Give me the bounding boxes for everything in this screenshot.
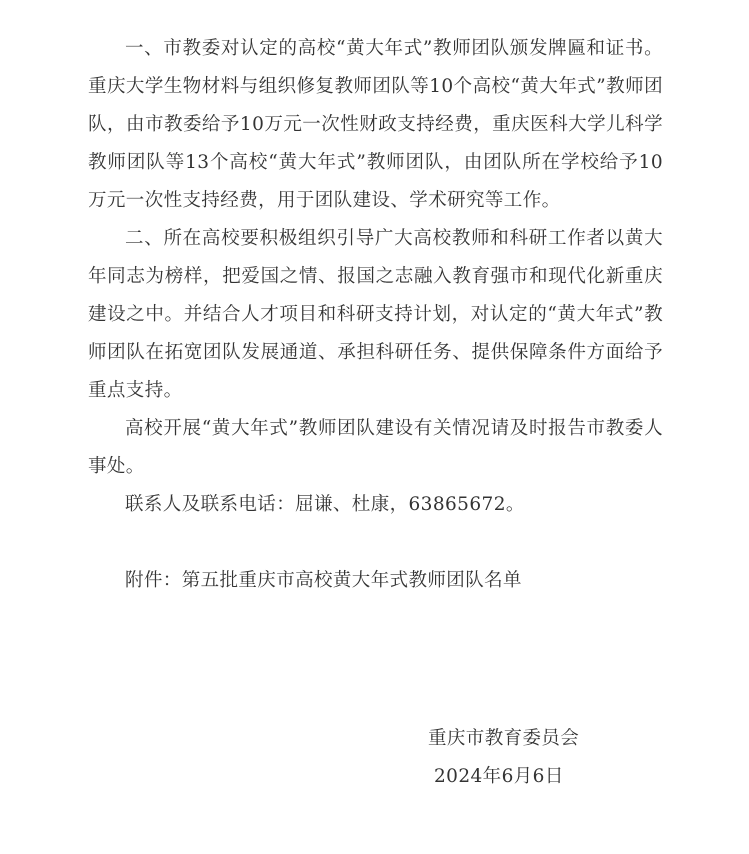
paragraph-contact-info: 联系人及联系电话：屈谦、杜康，63865672。 <box>125 494 525 515</box>
signature-block <box>420 720 620 796</box>
signature-organization: 重庆市教育委员会 <box>428 728 580 749</box>
paragraph-item-one: 一、市教委对认定的高校“黄大年式”教师团队颁发牌匾和证书。重庆大学生物材料与组织修复教师团队等10个高校“黄大年式”教师团队，由市教委给予10万元一次性财政支持经费，重庆医科大学儿科学教师团队等13个高校“黄大年式”教师团队，由团队所在学校给予10万元一次性支持经费，用于团队建设、学术研究等工作。 <box>88 38 663 211</box>
attachment-line: 附件：第五批重庆市高校黄大年式教师团队名单 <box>125 570 522 591</box>
paragraph-report-notice: 高校开展“黄大年式”教师团队建设有关情况请及时报告市教委人事处。 <box>88 418 663 477</box>
paragraph-item-two: 二、所在高校要积极组织引导广大高校教师和科研工作者以黄大年同志为榜样，把爱国之情、报国之志融入教育强市和现代化新重庆建设之中。并结合人才项目和科研支持计划，对认定的“黄大年式”教师团队在拓宽团队发展通道、承担科研任务、提供保障条件方面给予重点支持。 <box>88 228 663 401</box>
document-body <box>88 30 663 600</box>
signature-date: 2024年6月6日 <box>434 766 564 787</box>
